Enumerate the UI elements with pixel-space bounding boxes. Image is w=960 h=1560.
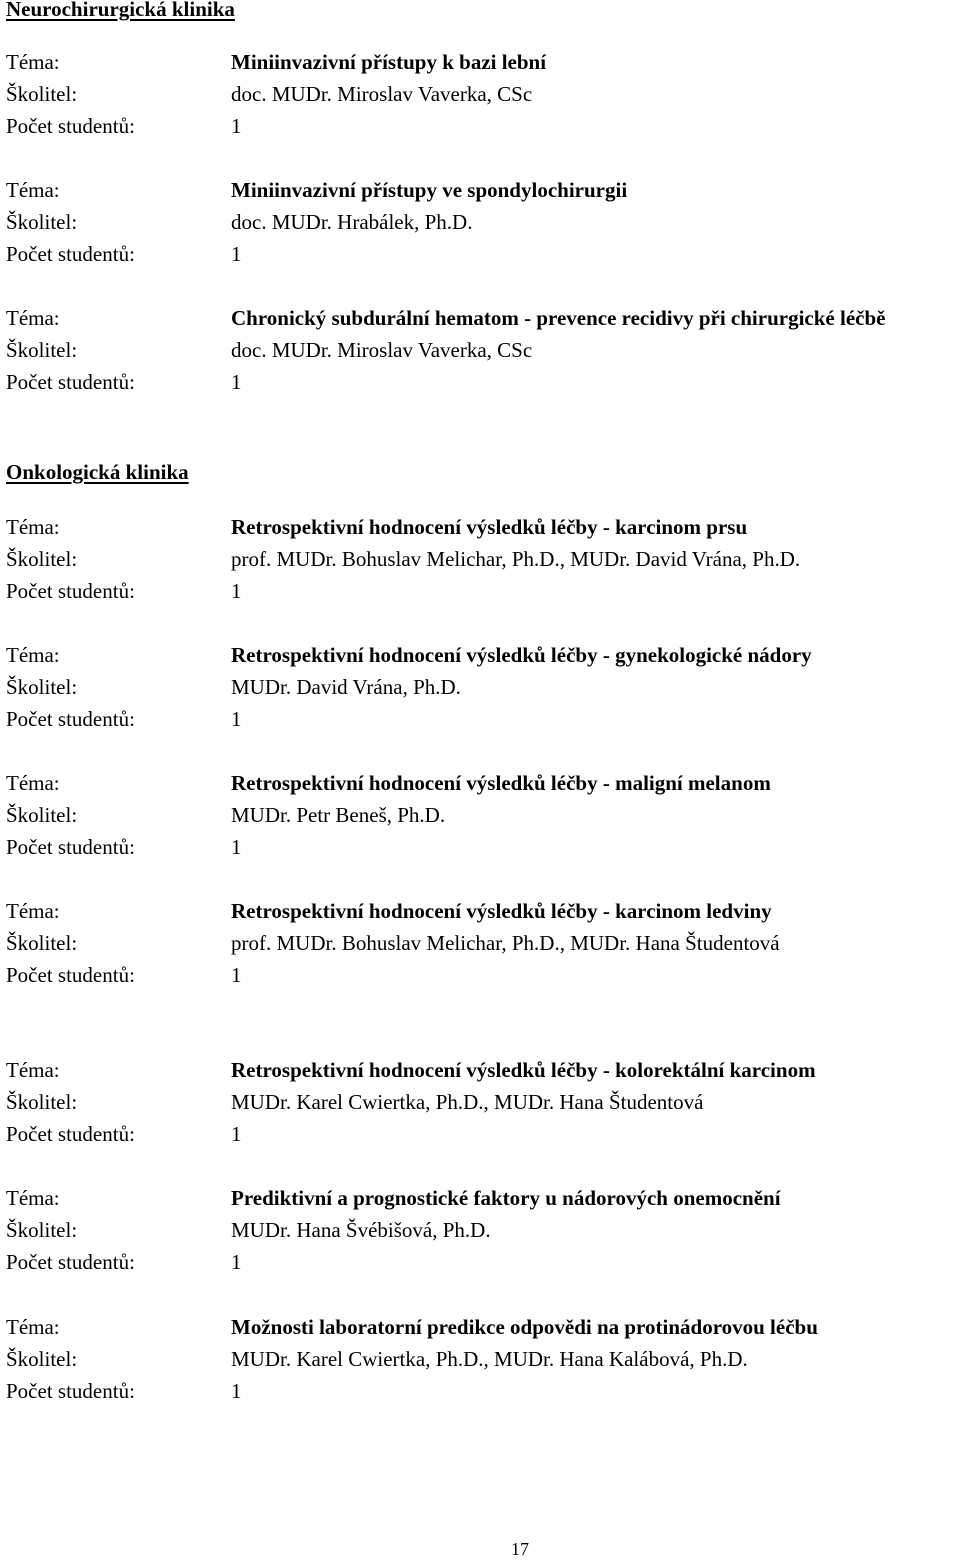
section-title: Onkologická klinika bbox=[6, 460, 189, 484]
supervisor-label: Školitel: bbox=[6, 1218, 78, 1242]
thesis-entry bbox=[6, 1311, 960, 1407]
count-value: 1 bbox=[231, 835, 242, 859]
topic-value: Retrospektivní hodnocení výsledků léčby - gynekologické nádory bbox=[231, 643, 812, 667]
thesis-entry bbox=[6, 1182, 960, 1278]
count-label: Počet studentů: bbox=[6, 579, 135, 603]
supervisor-label: Školitel: bbox=[6, 547, 78, 571]
supervisor-value: doc. MUDr. Hrabálek, Ph.D. bbox=[231, 210, 473, 234]
thesis-entry bbox=[6, 174, 960, 270]
topic-label: Téma: bbox=[6, 306, 60, 330]
topic-value: Retrospektivní hodnocení výsledků léčby - kolorektální karcinom bbox=[231, 1058, 816, 1082]
thesis-entry bbox=[6, 1054, 960, 1150]
topic-value: Miniinvazivní přístupy ve spondylochirurgii bbox=[231, 178, 628, 202]
topic-label: Téma: bbox=[6, 771, 60, 795]
topic-label: Téma: bbox=[6, 1315, 60, 1339]
count-value: 1 bbox=[231, 242, 242, 266]
topic-label: Téma: bbox=[6, 1058, 60, 1082]
topic-label: Téma: bbox=[6, 899, 60, 923]
supervisor-label: Školitel: bbox=[6, 338, 78, 362]
count-label: Počet studentů: bbox=[6, 370, 135, 394]
count-value: 1 bbox=[231, 114, 242, 138]
count-label: Počet studentů: bbox=[6, 835, 135, 859]
supervisor-label: Školitel: bbox=[6, 1347, 78, 1371]
supervisor-value: prof. MUDr. Bohuslav Melichar, Ph.D., MUDr. Hana Študentová bbox=[231, 931, 780, 955]
count-label: Počet studentů: bbox=[6, 963, 135, 987]
count-value: 1 bbox=[231, 1379, 242, 1403]
count-label: Počet studentů: bbox=[6, 1379, 135, 1403]
count-label: Počet studentů: bbox=[6, 707, 135, 731]
topic-value: Miniinvazivní přístupy k bazi lební bbox=[231, 50, 547, 74]
thesis-entry bbox=[6, 302, 960, 398]
topic-value: Prediktivní a prognostické faktory u nádorových onemocnění bbox=[231, 1186, 781, 1210]
supervisor-value: prof. MUDr. Bohuslav Melichar, Ph.D., MUDr. David Vrána, Ph.D. bbox=[231, 547, 801, 571]
supervisor-value: doc. MUDr. Miroslav Vaverka, CSc bbox=[231, 82, 533, 106]
section-title: Neurochirurgická klinika bbox=[6, 0, 235, 21]
page-number: 17 bbox=[511, 1539, 529, 1559]
count-label: Počet studentů: bbox=[6, 1250, 135, 1274]
topic-value: Retrospektivní hodnocení výsledků léčby - karcinom ledviny bbox=[231, 899, 772, 923]
thesis-entry bbox=[6, 767, 960, 863]
supervisor-value: MUDr. Petr Beneš, Ph.D. bbox=[231, 803, 446, 827]
count-value: 1 bbox=[231, 963, 242, 987]
supervisor-value: MUDr. Hana Švébišová, Ph.D. bbox=[231, 1218, 491, 1242]
thesis-entry bbox=[6, 511, 960, 607]
supervisor-label: Školitel: bbox=[6, 931, 78, 955]
supervisor-label: Školitel: bbox=[6, 1090, 78, 1114]
count-label: Počet studentů: bbox=[6, 114, 135, 138]
topic-label: Téma: bbox=[6, 515, 60, 539]
count-label: Počet studentů: bbox=[6, 1122, 135, 1146]
supervisor-label: Školitel: bbox=[6, 675, 78, 699]
topic-label: Téma: bbox=[6, 50, 60, 74]
topic-label: Téma: bbox=[6, 178, 60, 202]
topic-value: Chronický subdurální hematom - prevence recidivy při chirurgické léčbě bbox=[231, 306, 886, 330]
supervisor-value: doc. MUDr. Miroslav Vaverka, CSc bbox=[231, 338, 533, 362]
topic-value: Možnosti laboratorní predikce odpovědi na protinádorovou léčbu bbox=[231, 1315, 818, 1339]
topic-value: Retrospektivní hodnocení výsledků léčby - karcinom prsu bbox=[231, 515, 748, 539]
topic-value: Retrospektivní hodnocení výsledků léčby - maligní melanom bbox=[231, 771, 771, 795]
thesis-entry bbox=[6, 895, 960, 991]
count-value: 1 bbox=[231, 370, 242, 394]
supervisor-value: MUDr. Karel Cwiertka, Ph.D., MUDr. Hana Študentová bbox=[231, 1090, 704, 1114]
supervisor-value: MUDr. Karel Cwiertka, Ph.D., MUDr. Hana Kalábová, Ph.D. bbox=[231, 1347, 748, 1371]
topic-label: Téma: bbox=[6, 1186, 60, 1210]
count-value: 1 bbox=[231, 1122, 242, 1146]
count-value: 1 bbox=[231, 579, 242, 603]
supervisor-label: Školitel: bbox=[6, 210, 78, 234]
count-value: 1 bbox=[231, 707, 242, 731]
supervisor-label: Školitel: bbox=[6, 803, 78, 827]
supervisor-label: Školitel: bbox=[6, 82, 78, 106]
thesis-entry bbox=[6, 639, 960, 735]
supervisor-value: MUDr. David Vrána, Ph.D. bbox=[231, 675, 461, 699]
thesis-entry bbox=[6, 46, 960, 142]
topic-label: Téma: bbox=[6, 643, 60, 667]
count-label: Počet studentů: bbox=[6, 242, 135, 266]
count-value: 1 bbox=[231, 1250, 242, 1274]
